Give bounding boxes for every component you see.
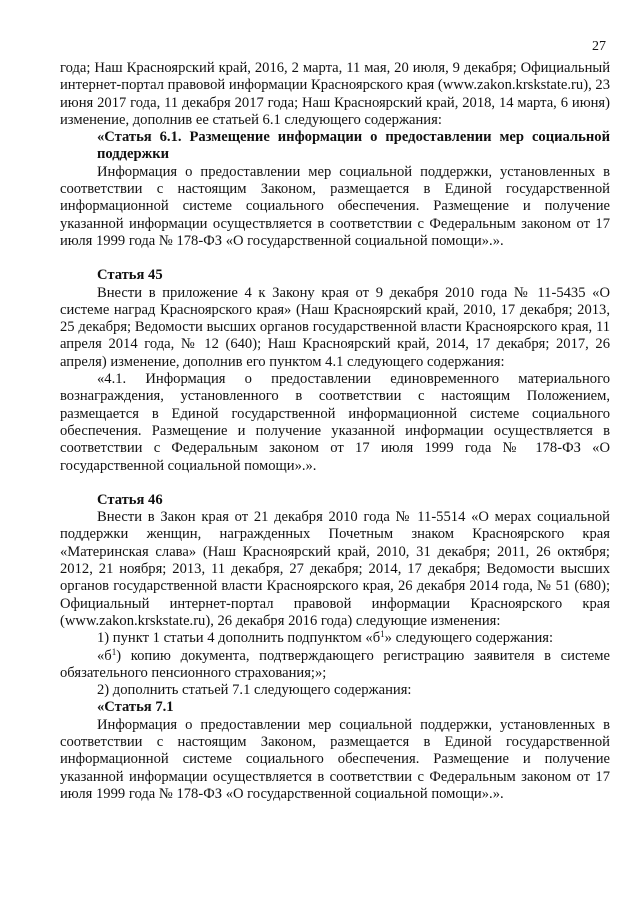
- paragraph-article-46-change-2: 2) дополнить статьей 7.1 следующего содержания:: [97, 682, 412, 699]
- paragraph-article-46-subitem-b1: «$б^1$) копию документа, подтверждающего регистрацию заявителя в системе обязательного пенсионного страхования;»;: [60, 646, 610, 681]
- article-45-heading: Статья 45: [97, 267, 163, 284]
- article-6-1-heading: «Статья 6.1. Размещение информации о предоставлении мер социальной поддержки: [97, 129, 610, 163]
- article-7-1-heading: «Статья 7.1: [97, 699, 174, 716]
- paragraph-continuation: года; Наш Красноярский край, 2016, 2 марта, 11 мая, 20 июля, 9 декабря; Официальный интернет-портал правовой информации Красноярского края (www.zakon.krskstate.ru), 23 июня 2017 года, 11 декабря 2017 года; Наш Красноярский край, 2018, 14 марта, 6 июня) изменение, дополнив ее статьей 6.1 следующего содержания:: [60, 60, 610, 128]
- superscript-one: 1: [380, 629, 385, 640]
- article-46-heading: Статья 46: [97, 491, 163, 508]
- page-number: 27: [592, 39, 606, 54]
- paragraph-article-45-intro: Внести в приложение 4 к Закону края от 9 декабря 2010 года № 11-5435 «О системе наград Красноярского края» (Наш Красноярский край, 2010, 17 декабря; 2013, 25 декабря; Ведомости высших органов государственной власти Красноярского края, 11 апреля 2014 года, № 12 (640); Наш Красноярский край, 2014, 17 декабря; 2017, 26 апреля) изменение, дополнив его пунктом 4.1 следующего содержания:: [60, 284, 610, 370]
- paragraph-article-46-change-1: 1) пункт 1 статьи 4 дополнить подпунктом «$б^1$» следующего содержания:: [97, 629, 554, 647]
- superscript-one: 1: [111, 646, 117, 657]
- paragraph-article-45-item-4-1: «4.1. Информация о предоставлении единовременного материального вознаграждения, установленного в соответствии с настоящим Положением, размещается в Единой государственной информационной системе социального обеспечения. Размещение и получение указанной информации осуществляется в соответствии с Федеральным законом от 17 июля 1999 года № 178-ФЗ «О государственной социальной помощи».».: [60, 371, 610, 474]
- paragraph-article-7-1: Информация о предоставлении мер социальной поддержки, установленных в соответствии с настоящим Законом, размещается в Единой государственной информационной системе социального обеспечения. Размещение и получение указанной информации осуществляется в соответствии с Федеральным законом от 17 июля 1999 года № 178-ФЗ «О государственной социальной помощи».».: [60, 716, 610, 802]
- paragraph-article-6-1: Информация о предоставлении мер социальной поддержки, установленных в соответствии с настоящим Законом, размещается в Единой государственной информационной системе социального обеспечения. Размещение и получение указанной информации осуществляется в соответствии с Федеральным законом от 17 июля 1999 года № 178-ФЗ «О государственной социальной помощи».».: [60, 163, 610, 249]
- paragraph-article-46-intro: Внести в Закон края от 21 декабря 2010 года № 11-5514 «О мерах социальной поддержки женщин, награжденных Почетным знаком Красноярского края «Материнская слава» (Наш Красноярский край, 2010, 31 декабря; 2011, 26 октября; 2012, 21 ноября; 2013, 11 декабря, 27 декабря; 2014, 17 декабря; Ведомости высших органов государственной власти Красноярского края, 26 декабря 2014 года, № 51 (680); Официальный интернет-портал правовой информации Красноярского края (www.zakon.krskstate.ru), 26 декабря 2016 года) следующие изменения:: [60, 509, 610, 629]
- document-body: [60, 60, 610, 803]
